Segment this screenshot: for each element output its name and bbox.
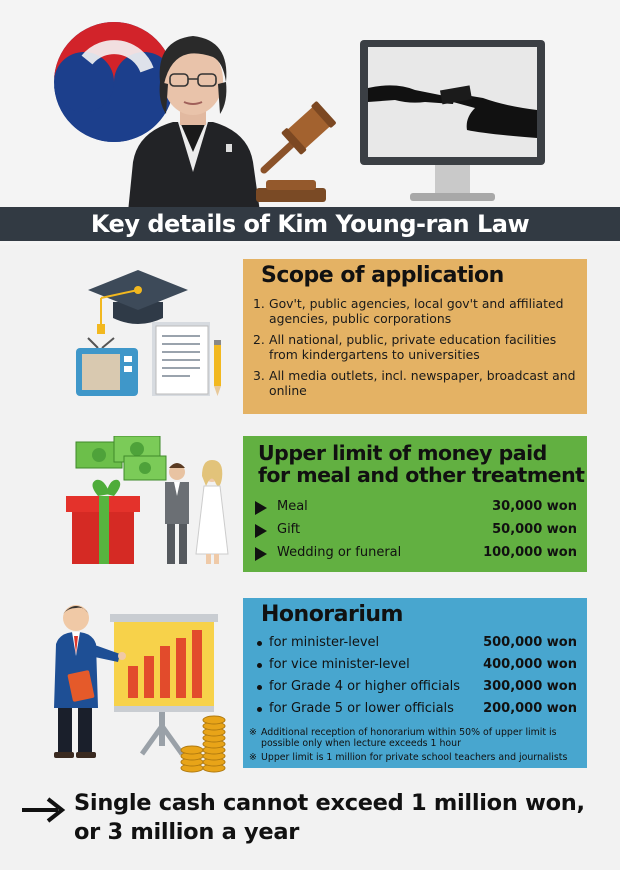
footer-line2: or 3 million a year	[74, 819, 300, 845]
arrow-icon	[18, 796, 68, 824]
honorarium-title: Honorarium	[261, 602, 403, 627]
lecture-illustration	[42, 596, 242, 774]
scope-panel	[243, 259, 587, 414]
triangle-bullet-icon	[255, 501, 267, 515]
honorarium-label: for Grade 5 or lower officials	[269, 701, 454, 716]
honorarium-row	[257, 635, 577, 653]
upper-limit-title-line2: for meal and other treatment	[258, 463, 585, 487]
upper-limit-amount: 100,000 won	[483, 545, 577, 560]
upper-limit-title	[258, 442, 588, 486]
honorarium-note	[249, 752, 585, 763]
scope-title: Scope of application	[261, 263, 504, 288]
upper-limit-label: Wedding or funeral	[277, 545, 402, 560]
scope-item	[253, 296, 583, 326]
upper-limit-amount: 30,000 won	[492, 499, 577, 514]
honorarium-row	[257, 701, 577, 719]
bullet-icon	[257, 685, 262, 690]
tv-icon	[76, 338, 138, 396]
note-mark: ※	[249, 727, 257, 738]
pencil-icon	[214, 340, 221, 396]
honorarium-amount: 400,000 won	[483, 657, 577, 672]
honorarium-row	[257, 679, 577, 697]
bullet-icon	[257, 707, 262, 712]
honorarium-amount: 300,000 won	[483, 679, 577, 694]
coins-icon	[181, 716, 225, 772]
monitor-bribe-icon	[355, 38, 550, 213]
honorarium-amount: 200,000 won	[483, 701, 577, 716]
honorarium-label: for minister-level	[269, 635, 380, 650]
gift-box-icon	[66, 480, 140, 564]
wedding-couple-icon	[165, 460, 228, 564]
upper-limit-label: Gift	[277, 522, 301, 537]
note-text: Upper limit is 1 million for private school teachers and journalists	[261, 752, 568, 763]
footer-line1: Single cash cannot exceed 1 million won,	[74, 790, 585, 816]
honorarium-amount: 500,000 won	[483, 635, 577, 650]
footer-statement	[74, 789, 614, 847]
scope-item-text: All media outlets, incl. newspaper, broadcast and online	[269, 368, 576, 398]
money-icon	[76, 436, 166, 480]
scope-list	[253, 296, 583, 404]
scope-item	[253, 332, 583, 362]
upper-limit-title-line1: Upper limit of money paid	[258, 441, 547, 465]
upper-limit-amount: 50,000 won	[492, 522, 577, 537]
upper-limit-panel	[243, 436, 587, 572]
presentation-board-icon	[110, 614, 218, 754]
bullet-icon	[257, 663, 262, 668]
upper-limit-row	[255, 522, 577, 540]
honorarium-note	[249, 727, 585, 749]
honorarium-panel	[243, 598, 587, 768]
scope-item-number: 3.	[253, 368, 265, 383]
scope-item-number: 2.	[253, 332, 265, 347]
honorarium-row	[257, 657, 577, 675]
bullet-icon	[257, 641, 262, 646]
scope-item	[253, 368, 583, 398]
upper-limit-row	[255, 545, 577, 563]
scope-item-text: All national, public, private education facilities from kindergartens to universities	[269, 332, 557, 362]
triangle-bullet-icon	[255, 547, 267, 561]
page-title: Key details of Kim Young-ran Law	[90, 210, 530, 238]
upper-limit-label: Meal	[277, 499, 308, 514]
gift-wedding-illustration	[60, 436, 240, 576]
note-text: Additional reception of honorarium within 50% of upper limit is possible only when lecture exceeds 1 hour	[261, 727, 557, 749]
gavel-icon	[236, 100, 346, 210]
scope-item-text: Gov't, public agencies, local gov't and affiliated agencies, public corporations	[269, 296, 564, 326]
education-media-illustration	[68, 252, 228, 402]
document-icon	[152, 322, 210, 396]
upper-limit-row	[255, 499, 577, 517]
note-mark: ※	[249, 752, 257, 763]
scope-item-number: 1.	[253, 296, 265, 311]
honorarium-label: for vice minister-level	[269, 657, 410, 672]
honorarium-label: for Grade 4 or higher officials	[269, 679, 461, 694]
triangle-bullet-icon	[255, 524, 267, 538]
